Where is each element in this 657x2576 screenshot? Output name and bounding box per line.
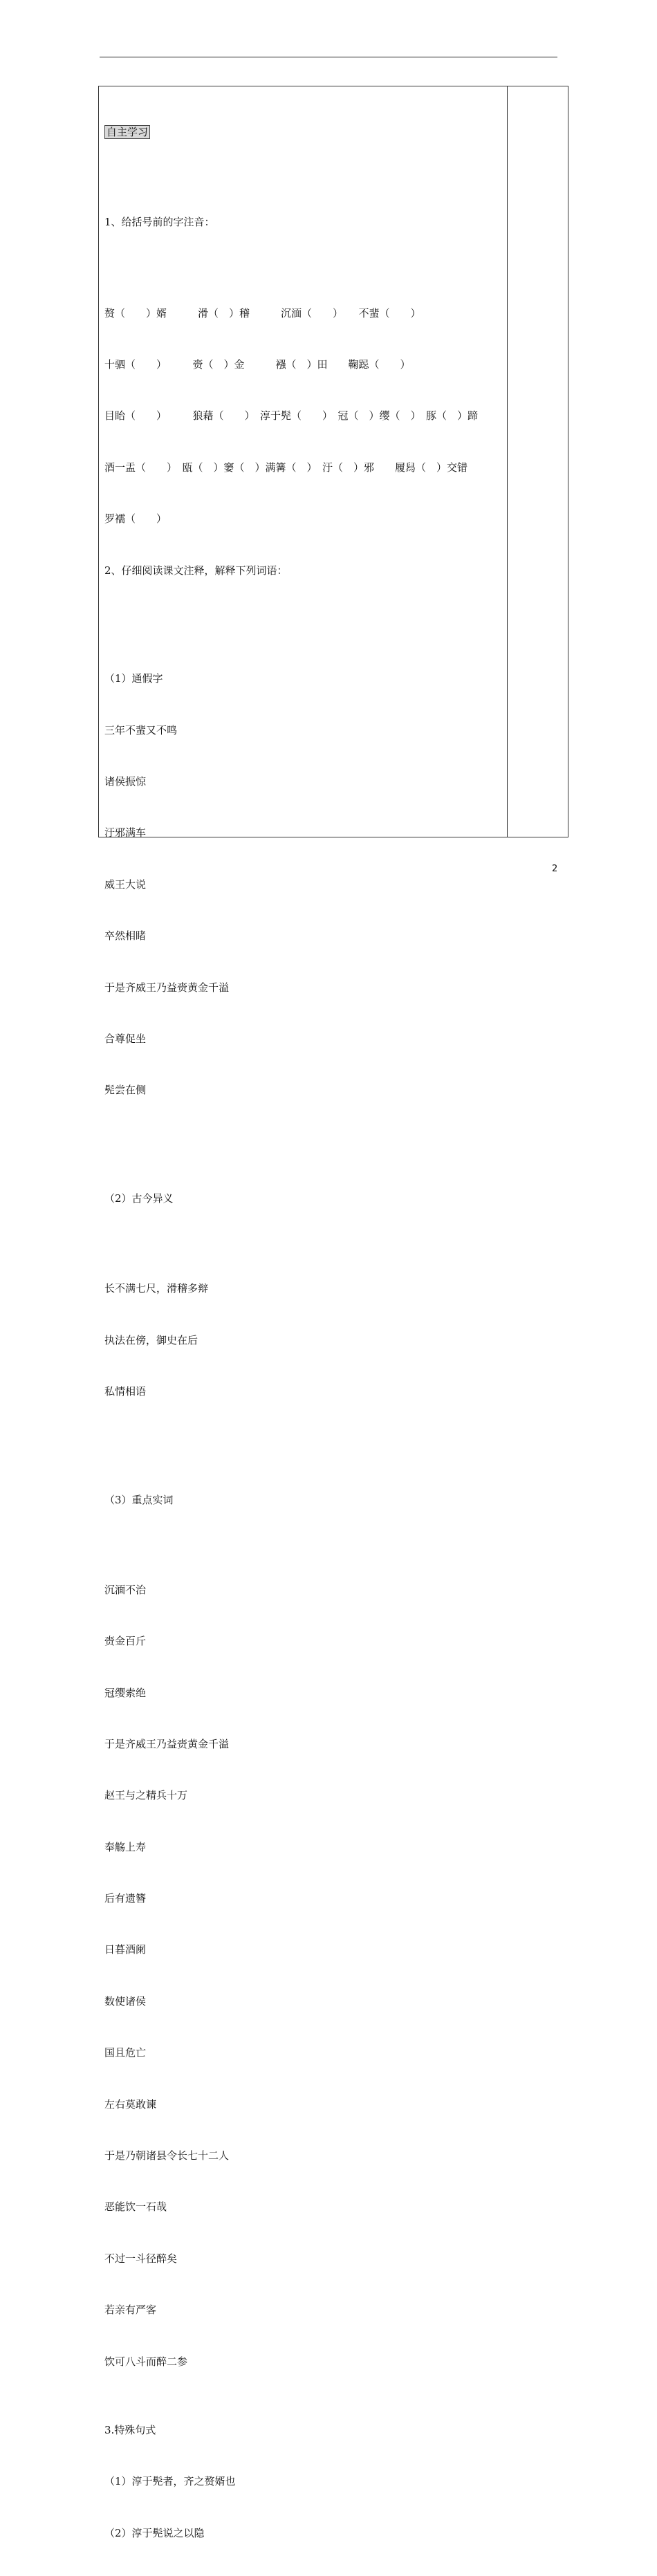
pinyin-row: 十驷（ ） 赍（ ）金 襁（ ）田 鞠跽（ ）: [104, 358, 411, 371]
pinyin-row: 酒一盂（ ） 瓯（ ）窭（ ）满篝（ ） 汙（ ）邪 履舄（ ）交错: [104, 461, 468, 474]
pinyin-row: 罗襦（ ）: [104, 512, 167, 526]
list-item: 恶能饮一石哉: [104, 2200, 167, 2214]
list-item: 威王大说: [104, 878, 147, 891]
list-item: 若亲有严客: [104, 2304, 157, 2317]
list-item: 汙邪满车: [104, 826, 147, 840]
q1-title: 1、给括号前的字注音：: [104, 215, 215, 228]
page-number: 2: [552, 864, 558, 874]
section-title: 自主学习: [104, 125, 150, 139]
list-item: （2）淳于髡说之以隐: [104, 2526, 205, 2539]
list-item: 合尊促坐: [104, 1032, 147, 1046]
list-item: 不过一斗径醉矣: [104, 2252, 178, 2265]
list-item: 日暮酒阑: [104, 1943, 147, 1956]
q3-title: 3.特殊句式: [104, 2423, 156, 2436]
list-item: 左右莫敢谏: [104, 2097, 157, 2111]
list-item: 执法在傍，御史在后: [104, 1333, 198, 1346]
list-item: 于是齐威王乃益赍黄金千溢: [104, 981, 230, 994]
list-item: 后有遗簪: [104, 1892, 147, 1905]
list-item: 于是乃朝诸县令长七十二人: [104, 2149, 230, 2162]
list-item: 长不满七尺，滑稽多辩: [104, 1282, 209, 1295]
pinyin-row: 赘（ ）婿 滑（ ）稽 沉湎（ ） 不蜚（ ）: [104, 306, 421, 319]
group-heading: （2）古今异义: [104, 1192, 174, 1205]
list-item: 诸侯振惊: [104, 775, 147, 788]
list-item: 卒然相睹: [104, 929, 147, 943]
list-item: 于是齐威王乃益赍黄金千溢: [104, 1737, 230, 1750]
list-item: 赵王与之精兵十万: [104, 1789, 188, 1802]
group-heading: （3）重点实词: [104, 1493, 174, 1506]
list-item: 赍金百斤: [104, 1635, 147, 1648]
list-item: 髡尝在侧: [104, 1084, 147, 1097]
list-item: （1）淳于髡者，齐之赘婿也: [104, 2475, 236, 2488]
list-item: 国且危亡: [104, 2046, 147, 2059]
list-item: 私情相语: [104, 1384, 147, 1398]
list-item: 冠缨索绝: [104, 1686, 147, 1699]
list-item: 饮可八斗而醉二参: [104, 2355, 188, 2368]
study-content: [104, 89, 502, 2576]
list-item: 沉湎不治: [104, 1583, 147, 1596]
group-heading: （1）通假字: [104, 672, 163, 685]
list-item: 奉觞上寿: [104, 1840, 147, 1853]
pinyin-row: 目眙（ ） 狼藉（ ） 淳于髡（ ） 冠（ ）缨（ ） 豚（ ）蹄: [104, 409, 479, 423]
q2-title: 2、仔细阅读课文注释，解释下列词语：: [104, 564, 288, 577]
list-item: 三年不蜚又不鸣: [104, 723, 178, 736]
notes-column-divider: [507, 86, 508, 837]
list-item: 数使诸侯: [104, 1994, 147, 2008]
worksheet-table: [98, 86, 568, 2539]
